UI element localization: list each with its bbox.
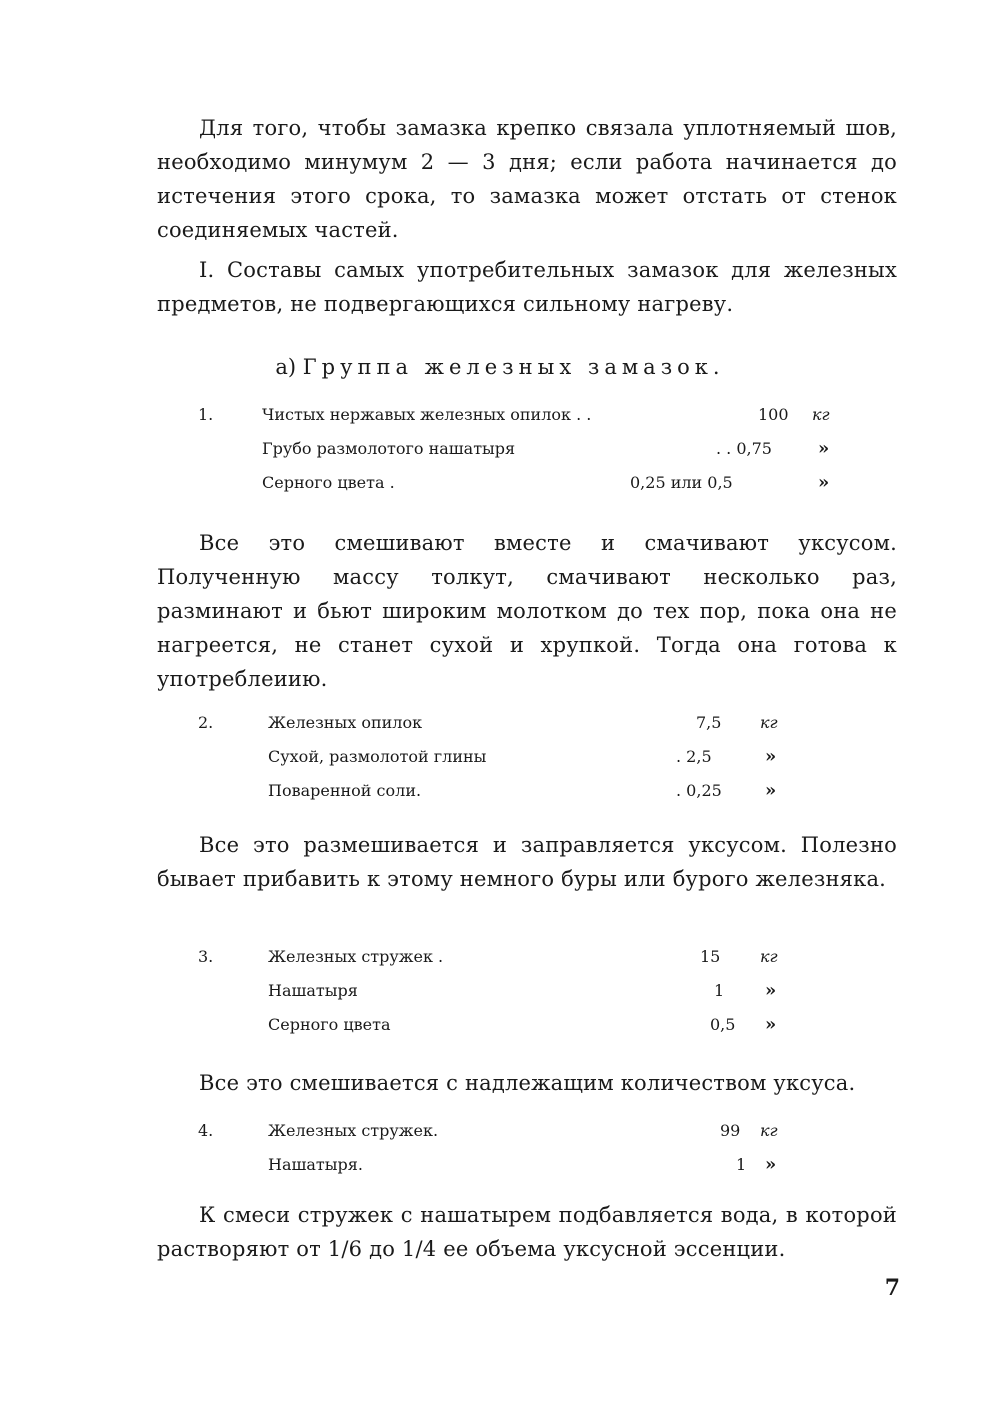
- ingredient-name: Нашатыря: [268, 981, 358, 1000]
- group-heading-title: Группа железных замазок.: [302, 355, 725, 379]
- ingredient-unit: кг: [812, 405, 830, 424]
- recipe-instruction: Все это размешивается и заправляется уксусом. Полезно бывает прибавить к этому немного буры или бурого железняка.: [157, 833, 897, 891]
- recipe-number: 3.: [198, 947, 214, 966]
- ingredient-quantity: 7,5: [696, 713, 722, 732]
- ingredient-quantity: 100: [758, 405, 789, 424]
- ingredient-unit: кг: [760, 713, 778, 732]
- recipe-row: [0, 466, 1000, 500]
- ingredient-name: Железных опилок: [268, 713, 423, 732]
- ingredient-quantity: . . 0,75: [716, 439, 772, 458]
- ingredient-quantity: 1: [714, 981, 725, 1000]
- ingredient-unit: кг: [760, 947, 778, 966]
- ditto-mark: »: [765, 1154, 777, 1175]
- recipe-row: [0, 974, 1000, 1008]
- recipe-row: [0, 1008, 1000, 1042]
- ditto-mark: »: [765, 780, 777, 801]
- recipe-row: [0, 740, 1000, 774]
- page-number: 7: [884, 1275, 900, 1301]
- recipe-row: [0, 432, 1000, 466]
- group-heading-prefix: а): [275, 355, 297, 379]
- ingredient-name: Серного цвета: [268, 1015, 391, 1034]
- recipe-row: [0, 1148, 1000, 1182]
- ingredient-name: Грубо размолотого нашатыря: [262, 439, 516, 458]
- ditto-mark: »: [818, 438, 830, 459]
- recipe-row: [0, 774, 1000, 808]
- recipe-instruction: Все это смешивается с надлежащим количеством уксуса.: [199, 1071, 856, 1095]
- recipe-row: [0, 940, 1000, 974]
- ingredient-quantity: 0,5: [710, 1015, 736, 1034]
- ingredient-quantity: 0,25 или 0,5: [630, 473, 733, 492]
- ingredient-quantity: 1: [736, 1155, 747, 1174]
- ingredient-name: Чистых нержавых железных опилок . .: [262, 405, 592, 424]
- recipe-row: [0, 706, 1000, 740]
- ingredient-name: Нашатыря.: [268, 1155, 363, 1174]
- recipe-number: 1.: [198, 405, 214, 424]
- ingredient-unit: кг: [760, 1121, 778, 1140]
- recipe-number: 4.: [198, 1121, 214, 1140]
- ditto-mark: »: [765, 746, 777, 767]
- recipe-instruction: К смеси стружек с нашатырем подбавляется вода, в которой растворяют от 1/6 до 1/4 ее объема уксусной эссенции.: [157, 1203, 897, 1261]
- ingredient-quantity: . 0,25: [676, 781, 722, 800]
- ditto-mark: »: [765, 1014, 777, 1035]
- ingredient-name: Поваренной соли.: [268, 781, 422, 800]
- section-paragraph: I. Составы самых употребительных замазок для железных предметов, не подвергающихся сильному нагреву.: [157, 258, 897, 316]
- intro-paragraph: Для того, чтобы замазка крепко связала уплотняемый шов, необходимо минумум 2 — 3 дня; если работа начинается до истечения этого срока, то замазка может отстать от стенок соединяемых частей.: [157, 116, 897, 242]
- recipe-instruction: Все это смешивают вместе и смачивают уксусом. Полученную массу толкут, смачивают несколько раз, разминают и бьют широким молотком до тех пор, пока она не нагреется, не станет сухой и хрупкой. Тогда она готова к употреблеиию.: [157, 531, 897, 691]
- ingredient-name: Железных стружек .: [268, 947, 444, 966]
- recipe-number: 2.: [198, 713, 214, 732]
- ingredient-name: Серного цвета .: [262, 473, 395, 492]
- ingredient-quantity: 99: [720, 1121, 741, 1140]
- group-heading: [0, 355, 1000, 379]
- ingredient-quantity: . 2,5: [676, 747, 712, 766]
- recipe-row: [0, 1114, 1000, 1148]
- ditto-mark: »: [818, 472, 830, 493]
- ingredient-name: Сухой, размолотой глины: [268, 747, 487, 766]
- ingredient-name: Железных стружек.: [268, 1121, 439, 1140]
- ingredient-quantity: 15: [700, 947, 721, 966]
- recipe-row: [0, 398, 1000, 432]
- ditto-mark: »: [765, 980, 777, 1001]
